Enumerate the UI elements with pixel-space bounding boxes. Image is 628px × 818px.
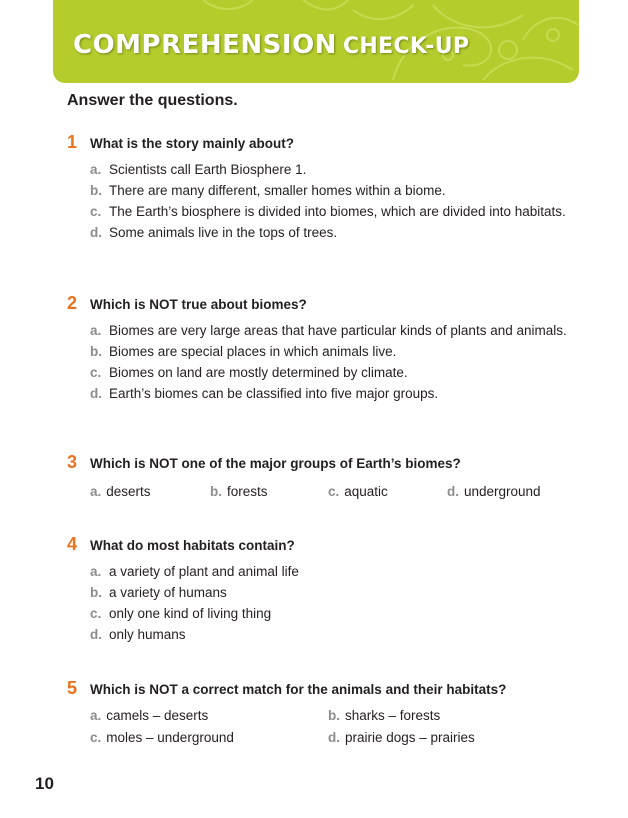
- question-5: [67, 678, 567, 748]
- option-letter: a.: [90, 484, 102, 499]
- option-letter: d.: [90, 225, 102, 240]
- option-letter: b.: [90, 344, 102, 359]
- option-b[interactable]: [67, 183, 567, 198]
- option-text: underground: [464, 484, 541, 499]
- question-text: Which is NOT true about biomes?: [90, 297, 307, 312]
- option-d[interactable]: [67, 386, 567, 401]
- option-letter: b.: [90, 585, 102, 600]
- option-letter: a.: [90, 323, 102, 338]
- option-text: sharks – forests: [345, 708, 441, 723]
- title-main: COMPREHENSION: [73, 30, 337, 60]
- option-d[interactable]: [67, 225, 567, 240]
- question-2: [67, 293, 567, 407]
- option-text: only one kind of living thing: [109, 606, 272, 621]
- option-letter: d.: [328, 730, 340, 745]
- option-d[interactable]: [67, 627, 567, 642]
- option-text: forests: [227, 484, 268, 499]
- option-a[interactable]: [90, 708, 208, 723]
- option-text: There are many different, smaller homes within a biome.: [109, 183, 446, 198]
- option-d[interactable]: [447, 484, 541, 499]
- option-b[interactable]: [210, 484, 268, 499]
- option-letter: d.: [90, 386, 102, 401]
- option-letter: a.: [90, 708, 102, 723]
- option-text: Biomes are very large areas that have particular kinds of plants and animals.: [109, 323, 567, 338]
- question-4: [67, 534, 567, 648]
- instructions: Answer the questions.: [67, 92, 238, 109]
- option-a[interactable]: [67, 323, 567, 338]
- option-letter: c.: [90, 204, 102, 219]
- option-text: Some animals live in the tops of trees.: [109, 225, 338, 240]
- option-text: a variety of humans: [109, 585, 227, 600]
- option-c[interactable]: [67, 365, 567, 380]
- option-letter: b.: [90, 183, 102, 198]
- question-3: [67, 452, 567, 502]
- option-text: Biomes on land are mostly determined by climate.: [109, 365, 408, 380]
- header-banner: [53, 0, 579, 83]
- question-text: What is the story mainly about?: [90, 136, 295, 151]
- option-a[interactable]: [67, 564, 567, 579]
- option-d[interactable]: [328, 730, 475, 745]
- option-text: The Earth’s biosphere is divided into biomes, which are divided into habitats.: [109, 204, 566, 219]
- option-text: aquatic: [344, 484, 388, 499]
- option-b[interactable]: [328, 708, 440, 723]
- option-text: Earth’s biomes can be classified into five major groups.: [109, 386, 439, 401]
- question-number: 5: [67, 678, 78, 698]
- option-b[interactable]: [67, 585, 567, 600]
- title-sub: CHECK-UP: [342, 34, 470, 59]
- option-c[interactable]: [328, 484, 388, 499]
- option-letter: a.: [90, 564, 102, 579]
- option-text: moles – underground: [106, 730, 234, 745]
- option-letter: a.: [90, 162, 102, 177]
- question-text: Which is NOT a correct match for the animals and their habitats?: [90, 682, 507, 697]
- option-c[interactable]: [67, 204, 567, 219]
- option-text: only humans: [109, 627, 186, 642]
- option-letter: d.: [90, 627, 102, 642]
- option-letter: b.: [210, 484, 222, 499]
- option-letter: b.: [328, 708, 340, 723]
- option-c[interactable]: [67, 606, 567, 621]
- option-text: camels – deserts: [106, 708, 209, 723]
- option-c[interactable]: [90, 730, 234, 745]
- option-text: deserts: [106, 484, 151, 499]
- question-number: 1: [67, 132, 78, 152]
- option-letter: c.: [90, 730, 102, 745]
- option-text: Scientists call Earth Biosphere 1.: [109, 162, 307, 177]
- page-number: 10: [35, 774, 54, 793]
- option-text: prairie dogs – prairies: [345, 730, 475, 745]
- option-a[interactable]: [67, 162, 567, 177]
- page-title: [73, 30, 469, 60]
- option-a[interactable]: [90, 484, 151, 499]
- question-number: 4: [67, 534, 78, 554]
- question-1: [67, 132, 567, 246]
- option-letter: c.: [328, 484, 340, 499]
- option-text: a variety of plant and animal life: [109, 564, 299, 579]
- question-number: 3: [67, 452, 78, 472]
- question-number: 2: [67, 293, 78, 313]
- question-text: What do most habitats contain?: [90, 538, 295, 553]
- option-letter: c.: [90, 365, 102, 380]
- question-text: Which is NOT one of the major groups of Earth’s biomes?: [90, 456, 461, 471]
- option-letter: d.: [447, 484, 459, 499]
- option-text: Biomes are special places in which animals live.: [109, 344, 397, 359]
- option-letter: c.: [90, 606, 102, 621]
- option-b[interactable]: [67, 344, 567, 359]
